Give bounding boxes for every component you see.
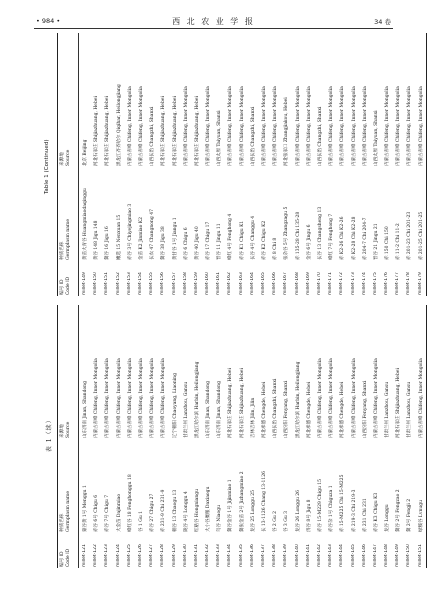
row-germplasm-name: 赤谷 7号 Chigu 7 — [105, 494, 111, 532]
row-source: 内蒙古赤峰 Chifeng, Inner Mongolia — [127, 86, 133, 166]
row-id: millet-133 — [216, 544, 222, 567]
row-id: millet-150 — [93, 272, 99, 295]
header-source: 来源地 Source — [60, 421, 71, 438]
row-id: millet-151 — [417, 544, 423, 567]
row-germplasm-name: 赤谷杂 1号 Chiguza 1 — [329, 485, 335, 532]
row-germplasm-name: 嫩选 15 Nenxuan 15 — [116, 214, 122, 260]
table-row — [292, 33, 303, 296]
table-row — [124, 305, 135, 568]
table-row — [403, 305, 414, 568]
table-row — [403, 33, 414, 296]
row-id: millet-151 — [104, 272, 110, 295]
row-source: 内蒙古赤峰 Chifeng, Inner Mongolia — [385, 86, 391, 166]
row-id: millet-121 — [82, 544, 87, 567]
row-id: millet-165 — [261, 272, 266, 295]
row-germplasm-name: 赤谷 K2 Chigu K2 — [262, 220, 267, 260]
row-id: millet-163 — [238, 272, 244, 295]
table-row — [213, 33, 224, 296]
row-source: 内蒙古赤峰 Chifeng, Inner Mongolia — [317, 358, 323, 438]
row-germplasm-name: 冀谷 2号 Fengzao 2 — [396, 489, 402, 532]
row-source: 黑龙江哈尔滨 Harbin, Heilongjiang — [295, 361, 301, 438]
row-source: 河北石家庄 Shijiazhuang, Hebei — [161, 96, 167, 166]
table-row — [381, 305, 392, 568]
row-source: 内蒙古赤峰 Chifeng, Inner Mongolia — [161, 358, 167, 438]
row-id: millet-139 — [283, 544, 289, 567]
row-germplasm-name: 赤 204-7 Chi 204-7 — [362, 217, 368, 260]
table-right — [57, 33, 427, 296]
row-id: millet-138 — [272, 544, 278, 567]
row-germplasm-name: 谷 3 Gu 3 — [284, 510, 290, 532]
row-germplasm-name: 赤谷 6号 Chigu 6 — [94, 494, 100, 532]
table-row — [236, 33, 247, 296]
table-body-right — [79, 33, 426, 296]
row-germplasm-name: 赤 K2-28 Chi K2-28 — [351, 216, 357, 260]
row-source: 内蒙古赤峰 Chifeng, Inner Mongolia — [150, 358, 156, 438]
row-id: millet-148 — [384, 544, 390, 567]
table-row — [113, 305, 124, 568]
row-id: millet-164 — [249, 272, 255, 295]
row-germplasm-name: 赤 201-25 Chi 201-25 — [418, 211, 424, 260]
caption-en: Table 1 (Continued) — [44, 139, 50, 195]
row-id: millet-155 — [149, 272, 155, 295]
row-germplasm-name: 金谷 6号 Jingu 6 — [306, 224, 312, 260]
table-row — [269, 305, 280, 568]
row-germplasm-name: 长 13-1126 Chang 13-1126 — [262, 471, 267, 532]
row-id: millet-177 — [395, 272, 401, 295]
table-row — [370, 33, 381, 296]
row-germplasm-name: 龙谷 25 Longgu 25 — [250, 490, 256, 532]
row-source: 内蒙古赤峰 Chifeng, Inner Mongolia — [362, 86, 368, 166]
table-body-left — [79, 305, 426, 568]
row-germplasm-name: 冀张金苗 2号 Jizhangmiao 2 — [239, 471, 245, 532]
row-source: 山西太原 Taiyuan, Shanxi — [373, 110, 379, 166]
row-germplasm-name: 济谷 8号 Jigu 8 — [306, 499, 312, 532]
table-row — [124, 33, 135, 296]
row-source: 黑龙江齐齐哈尔 Qiqihar, Heilongjiang — [116, 84, 122, 166]
row-id: millet-135 — [238, 544, 244, 567]
row-id: millet-128 — [160, 544, 166, 567]
table-row — [280, 305, 291, 568]
row-germplasm-name: 峰红 4号 Fenghong 4 — [228, 213, 234, 260]
row-source: 内蒙古赤峰 Chifeng, Inner Mongolia — [94, 358, 100, 438]
table-row — [314, 305, 325, 568]
row-source: 内蒙古赤峰 Chifeng, Inner Mongolia — [306, 86, 312, 166]
table-row — [79, 33, 90, 296]
row-id: millet-137 — [261, 544, 266, 567]
table-row — [146, 33, 157, 296]
row-source: 内蒙古赤峰 Chifeng, Inner Mongolia — [329, 358, 335, 438]
row-germplasm-name: 大金苗 Dajinmiao — [116, 493, 122, 532]
row-source: 山西长治 Changzhi, Shanxi — [250, 106, 256, 166]
row-source: 山东济南 Jinan, Shandong — [206, 381, 212, 438]
header-name: 种质名称 Germplasm name — [60, 490, 71, 532]
table-row — [392, 305, 403, 568]
table-row — [348, 305, 359, 568]
header-id: 编号 ID Code ID — [60, 548, 71, 567]
row-source: 内蒙古赤峰 Chifeng, Inner Mongolia — [340, 86, 346, 166]
row-germplasm-name: 红粘谷 Hongniangu — [194, 488, 200, 532]
row-id: millet-159 — [193, 272, 199, 295]
table-header — [58, 33, 79, 296]
table-row — [314, 33, 325, 296]
row-germplasm-name: 绿糯谷 Lvnugu — [418, 499, 424, 532]
row-source: 河北承德 Chengde, Hebei — [340, 381, 346, 438]
table-row — [336, 33, 347, 296]
row-id: millet-152 — [115, 272, 121, 295]
row-germplasm-name: 长谷 13 Changsheng 13 — [317, 206, 323, 260]
table-row — [202, 33, 213, 296]
table-row — [258, 33, 269, 296]
row-id: millet-153 — [126, 272, 132, 295]
row-id: millet-126 — [137, 544, 143, 567]
row-source: 内蒙古赤峰 Chifeng, Inner Mongolia — [105, 358, 111, 438]
row-source: 内蒙古赤峰 Chifeng, Inner Mongolia — [407, 86, 413, 166]
row-id: millet-158 — [182, 272, 188, 295]
row-source: 内蒙古赤峰 Chifeng, Inner Mongolia — [138, 358, 144, 438]
row-id: millet-123 — [104, 544, 110, 567]
table-row — [392, 33, 403, 296]
row-germplasm-name: 赤 K2-26 Chi K2-26 — [340, 216, 346, 260]
table-row — [303, 33, 314, 296]
table-row — [247, 305, 258, 568]
rotated-table-area — [43, 33, 424, 568]
row-source: 内蒙古赤峰 Chifeng, Inner Mongolia — [116, 358, 122, 438]
row-id: millet-131 — [193, 544, 199, 567]
row-germplasm-name: 晋谷 11 Jingu 11 — [217, 223, 223, 260]
row-id: millet-141 — [305, 544, 311, 567]
row-id: millet-161 — [216, 272, 222, 295]
table-row — [303, 305, 314, 568]
row-source: 山西长治 Changzhi, Shanxi — [317, 106, 323, 166]
table-row — [415, 33, 426, 296]
row-germplasm-name: 朝谷 13 Chaogu 13 — [172, 489, 178, 532]
row-source: 北京 Beijing — [83, 139, 88, 166]
row-germplasm-name: 赤谷 15-M229 Chigu 15 — [317, 478, 323, 532]
table-row — [224, 33, 235, 296]
row-source: 河北石家庄 Shijiazhuang, Hebei — [239, 368, 245, 438]
header-id: 编号 ID Code ID — [60, 276, 71, 295]
row-source: 山西长治 Changzhi, Shanxi — [273, 378, 279, 438]
row-id: millet-149 — [395, 544, 401, 567]
row-source: 河北承德 Chengde, Hebei — [262, 381, 267, 438]
table-row — [325, 305, 336, 568]
row-id: millet-157 — [171, 272, 177, 295]
table-row — [169, 33, 180, 296]
row-source: 内蒙古赤峰 Chifeng, Inner Mongolia — [373, 358, 379, 438]
row-source: 河北石家庄 Shijiazhuang, Hebei — [94, 96, 100, 166]
row-source: 山东济南 Jinan, Shandong — [217, 381, 223, 438]
table-left — [57, 305, 427, 568]
row-source: 内蒙古赤峰 Chifeng, Inner Mongolia — [262, 86, 267, 166]
row-germplasm-name: 大小谷糜粮 Daxiaogu — [206, 486, 212, 532]
row-germplasm-name: 陇谷 4号 Longgu 4 — [183, 491, 189, 532]
row-source: 内蒙古赤峰 Chifeng, Inner Mongolia — [418, 86, 424, 166]
row-source: 内蒙古赤峰 Chifeng, Inner Mongolia — [351, 358, 357, 438]
row-germplasm-name: 谷 2 Gu 2 — [273, 510, 279, 532]
row-germplasm-name: 冀谷 16 Jigu 16 — [105, 226, 111, 260]
page-number: • 984 • — [36, 17, 61, 25]
table-row — [90, 305, 101, 568]
row-source: 内蒙古赤峰 Chifeng, Inner Mongolia — [228, 86, 234, 166]
row-id: millet-156 — [160, 272, 166, 295]
row-id: millet-124 — [115, 544, 121, 567]
row-source: 山西汾阳 Fenyang, Shanxi — [284, 380, 290, 438]
row-source: 内蒙古赤峰 Chifeng, Inner Mongolia — [295, 86, 301, 166]
row-id: millet-136 — [249, 544, 255, 567]
row-source: 内蒙古赤峰 Chifeng, Inner Mongolia — [138, 86, 144, 166]
row-germplasm-name: 赤谷 17 Chigu 17 — [206, 221, 212, 260]
row-id: millet-134 — [227, 544, 233, 567]
table-row — [79, 305, 90, 568]
table-row — [146, 305, 157, 568]
row-germplasm-name: 赤谷 3号 Chiyejingmiao 3 — [127, 203, 133, 260]
table-row — [113, 33, 124, 296]
row-germplasm-name: 冀 2号 Fengji 2 — [407, 498, 413, 532]
row-germplasm-name: 冀谷金谷 1号 Jijinmiao 1 — [228, 479, 234, 532]
row-id: millet-144 — [339, 544, 345, 567]
table-caption — [43, 33, 55, 568]
table-row — [359, 33, 370, 296]
row-id: millet-160 — [205, 272, 211, 295]
table-row — [169, 305, 180, 568]
table-row — [348, 33, 359, 296]
table-row — [191, 305, 202, 568]
row-germplasm-name: 赤谷 K3 Chigu K3 — [373, 492, 379, 532]
row-germplasm-name: 峰红谷 18 Fenghonggu 18 — [127, 474, 133, 532]
table-row — [180, 33, 191, 296]
row-germplasm-name: 赤 219-3 Chi 219-3 — [351, 489, 357, 532]
table-row — [258, 305, 269, 568]
row-source: 河北石家庄 Shijiazhuang, Hebei — [172, 96, 178, 166]
row-germplasm-name: 长谷 4号 Changgu 4 — [250, 215, 256, 260]
row-id: millet-166 — [272, 272, 278, 295]
row-source: 甘肃兰州 Lanzhou, Gansu — [385, 381, 391, 438]
row-source: 甘肃兰州 Lanzhou, Gansu — [407, 381, 413, 438]
row-id: millet-167 — [283, 272, 289, 295]
row-id: millet-171 — [328, 272, 334, 295]
table-row — [359, 305, 370, 568]
table-row — [135, 305, 146, 568]
row-germplasm-name: 蒙谷黄 1号 Menggu 1 — [83, 485, 88, 532]
row-id: millet-172 — [339, 272, 345, 295]
row-id: millet-130 — [182, 544, 188, 567]
row-germplasm-name: 鸟谷 Niaogu — [217, 505, 223, 532]
row-source: 辽宁朝阳 Chaoyang, Liaoning — [172, 373, 178, 438]
volume-label: 34 卷 — [374, 18, 391, 26]
running-header — [34, 14, 393, 29]
row-id: millet-147 — [372, 544, 378, 567]
table-header — [58, 305, 79, 568]
table-row — [213, 305, 224, 568]
row-source: 河北石家庄 Shijiazhuang, Hebei — [105, 96, 111, 166]
row-germplasm-name: 长农 47 Changnong 47 — [150, 209, 156, 260]
row-germplasm-name: 冀谷 38 Jigu 38 — [161, 226, 167, 260]
table-row — [269, 33, 280, 296]
table-row — [180, 305, 191, 568]
row-source: 吉林吉林 Jilin, Jilin — [250, 397, 256, 438]
row-germplasm-name: 赤 11-2 Chi 11-2 — [396, 223, 402, 260]
table-row — [191, 33, 202, 296]
row-source: 河北张家口 Zhangjiakou, Hebei — [284, 97, 290, 166]
row-source: 内蒙古赤峰 Chifeng, Inner Mongolia — [329, 86, 335, 166]
row-id: millet-149 — [82, 272, 87, 295]
row-source: 内蒙古赤峰 Chifeng, Inner Mongolia — [183, 86, 189, 166]
row-germplasm-name: 黄甘谷 1号 Jiangu 1 — [172, 217, 178, 260]
row-source: 山西汾阳 Fenyang, Shanxi — [362, 380, 368, 438]
table-row — [280, 33, 291, 296]
table-row — [101, 305, 112, 568]
table-row — [135, 33, 146, 296]
row-source: 内蒙古赤峰 Chifeng, Inner Mongolia — [418, 358, 424, 438]
row-id: millet-125 — [126, 544, 132, 567]
row-germplasm-name: 龙谷 Longgu — [385, 504, 391, 532]
row-source: 河北石家庄 Shijiazhuang, Hebei — [228, 368, 234, 438]
table-row — [381, 33, 392, 296]
table-row — [325, 33, 336, 296]
row-id: millet-140 — [294, 544, 300, 567]
row-germplasm-name: 赤 231-9 Chi 231-9 — [161, 489, 167, 532]
row-germplasm-name: 黄谷 148 Jigu 148 — [94, 220, 100, 260]
table-row — [336, 305, 347, 568]
row-id: millet-162 — [227, 272, 233, 295]
row-id: millet-170 — [316, 272, 322, 295]
row-source: 内蒙古赤峰 Chifeng, Inner Mongolia — [127, 358, 133, 438]
row-germplasm-name: 峰红 7号 Fenghong 7 — [329, 213, 335, 260]
table-row — [370, 305, 381, 568]
row-germplasm-name: 赤 8 Chi 8 — [273, 237, 279, 260]
row-id: millet-122 — [93, 544, 99, 567]
row-source: 甘肃兰州 Lanzhou, Gansu — [183, 381, 189, 438]
row-id: millet-178 — [406, 272, 412, 295]
row-source: 山西太原 Taiyuan, Shanxi — [217, 110, 223, 166]
row-germplasm-name: 黄苗大青谷 Huangmiaodaqinggu — [83, 188, 88, 260]
row-id: millet-169 — [305, 272, 311, 295]
row-germplasm-name: 龙谷 26 Longgu 26 — [295, 490, 301, 532]
row-source: 河北石家庄 Shijiazhuang, Hebei — [194, 96, 200, 166]
row-source: 山西长治 Changzhi, Shanxi — [150, 106, 156, 166]
row-source: 内蒙古赤峰 Chifeng, Inner Mongolia — [273, 86, 279, 166]
row-germplasm-name: 赤谷 27 Chigu 27 — [150, 493, 156, 532]
row-source: 河北承德 Chengde, Hebei — [306, 381, 312, 438]
row-germplasm-name: 黄谷 40 Jigu 40 — [194, 226, 200, 260]
row-germplasm-name: 张杂谷 5号 Zhangzagu 5 — [284, 206, 290, 260]
table-row — [415, 305, 426, 568]
row-id: millet-176 — [384, 272, 390, 295]
row-id: millet-175 — [372, 272, 378, 295]
table-row — [202, 305, 213, 568]
caption-cn: 表 1（续） — [46, 416, 53, 453]
row-id: millet-132 — [205, 544, 211, 567]
row-germplasm-name: 赤谷 K1 Chigu K1 — [239, 220, 245, 260]
row-id: millet-154 — [137, 272, 143, 295]
table-row — [236, 305, 247, 568]
row-germplasm-name: 赤 135-28 Chi 135-28 — [295, 211, 301, 260]
table-row — [90, 33, 101, 296]
row-source: 内蒙古赤峰 Chifeng, Inner Mongolia — [351, 86, 357, 166]
row-source: 内蒙古赤峰 Chifeng, Inner Mongolia — [396, 86, 402, 166]
row-source: 河北石家庄 Shijiazhuang, Hebei — [396, 368, 402, 438]
row-germplasm-name: 赤 231 Chi 231 — [362, 498, 368, 532]
table-row — [224, 305, 235, 568]
row-id: millet-174 — [361, 272, 367, 295]
row-id: millet-127 — [149, 544, 155, 567]
row-source: 内蒙古赤峰 Chifeng, Inner Mongolia — [239, 86, 245, 166]
header-source: 来源地 Source — [60, 149, 71, 166]
row-id: millet-173 — [350, 272, 356, 295]
row-id: millet-168 — [294, 272, 300, 295]
row-id: millet-179 — [417, 272, 423, 295]
table-row — [292, 305, 303, 568]
row-germplasm-name: 赤 201-23 Chi 201-23 — [407, 211, 413, 260]
row-germplasm-name: 赤 15-M225 Chi 15-M225 — [340, 474, 346, 532]
header-name: 种质名称 Germplasm name — [60, 218, 71, 260]
row-id: millet-142 — [316, 544, 322, 567]
row-id: millet-146 — [361, 544, 367, 567]
table-row — [157, 305, 168, 568]
row-source: 内蒙古赤峰 Chifeng, Inner Mongolia — [206, 86, 212, 166]
table-row — [101, 33, 112, 296]
table-row — [157, 33, 168, 296]
row-id: millet-129 — [171, 544, 177, 567]
row-id: millet-150 — [406, 544, 412, 567]
row-source: 黑龙江哈尔滨 Harbin, Heilongjiang — [194, 361, 200, 438]
row-germplasm-name: 谷 1 Gu 1 — [138, 510, 144, 532]
row-id: millet-145 — [350, 544, 356, 567]
row-id: millet-143 — [328, 544, 334, 567]
table-row — [247, 33, 258, 296]
row-source: 山东济南 Jinan, Shandong — [83, 381, 88, 438]
row-germplasm-name: 赤谷 6 Chigu 6 — [183, 227, 189, 260]
journal-title: 西 北 农 业 学 报 — [172, 17, 255, 26]
row-germplasm-name: 赤 150 Chi 150 — [385, 226, 391, 260]
row-germplasm-name: 晋谷 21 Jingu 21 — [373, 223, 379, 260]
row-germplasm-name: 金苗 K2 Jinmiao K2 — [138, 217, 144, 260]
